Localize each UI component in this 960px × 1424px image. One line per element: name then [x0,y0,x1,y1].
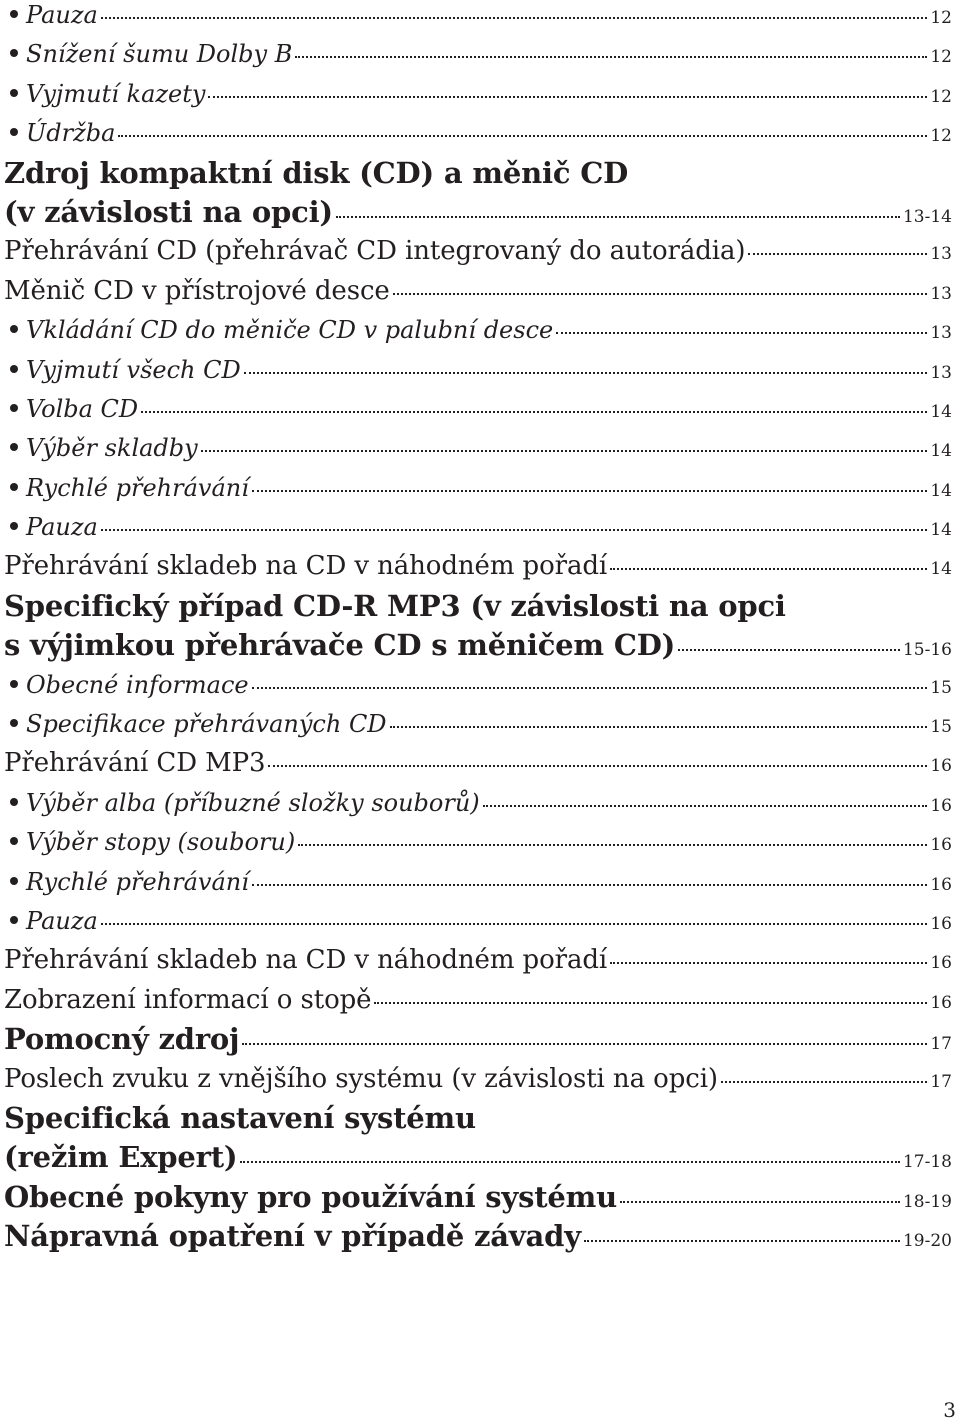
toc-entry[interactable] [4,941,952,980]
toc-entry-label: Obecné pokyny pro používání systému [4,1179,618,1214]
toc-entry[interactable] [4,863,952,902]
toc-entry-page: 17 [930,1071,952,1092]
toc-entry[interactable] [4,351,952,390]
toc-entry[interactable] [4,902,952,941]
toc-entry[interactable] [4,626,952,665]
toc-entry-page: 16 [930,756,952,777]
toc-entry-page: 12 [930,8,952,28]
bullet-icon [10,365,18,373]
toc-entry[interactable] [4,1217,952,1256]
toc-entry[interactable] [4,469,952,508]
toc-entry[interactable] [4,390,952,429]
bullet-icon [10,89,18,97]
toc-entry[interactable] [4,114,952,153]
toc-entry-page: 14 [930,480,952,501]
dot-leader [118,135,927,137]
bullet-icon [10,404,18,412]
dot-leader [374,1002,927,1004]
toc-entry-label: (režim Expert) [4,1140,238,1175]
toc-entry-page: 16 [930,913,952,934]
toc-entry[interactable] [4,75,952,114]
toc-entry-label: Přehrávání skladeb na CD v náhodném pořadí [4,551,608,582]
toc-entry[interactable] [4,587,952,626]
toc-entry-label: Rychlé přehrávání [26,473,249,502]
toc-entry[interactable] [4,784,952,823]
table-of-contents [4,0,952,1257]
toc-entry-page: 12 [930,126,952,147]
dot-leader [393,293,928,295]
toc-entry-page: 15 [930,717,952,738]
toc-entry[interactable] [4,311,952,350]
bullet-icon [10,325,18,333]
toc-entry-page: 17-18 [902,1152,952,1173]
toc-entry[interactable] [4,705,952,744]
dot-leader [298,844,927,846]
dot-leader [252,687,928,689]
toc-entry[interactable] [4,35,952,74]
toc-entry-label: Zobrazení informací o stopě [4,984,372,1015]
toc-entry-label: Údržba [26,119,116,148]
dot-leader [101,529,928,531]
toc-entry[interactable] [4,547,952,586]
toc-entry[interactable] [4,1138,952,1177]
bullet-icon [10,719,18,727]
dot-leader [584,1240,900,1242]
toc-entry-label: Vyjmutí kazety [26,79,206,108]
dot-leader [201,450,928,452]
toc-entry-label: Specifická nastavení systému [4,1100,476,1135]
toc-entry-label: Obecné informace [26,670,249,699]
toc-entry-label: Měnič CD v přístrojové desce [4,275,390,306]
toc-entry-page: 16 [930,795,952,816]
toc-entry[interactable] [4,981,952,1020]
bullet-icon [10,877,18,885]
toc-entry-label: Volba CD [26,394,139,423]
toc-entry-label: Specifický případ CD-R MP3 (v závislosti na opci [4,588,786,623]
dot-leader [101,923,928,925]
toc-entry-page: 13 [930,283,952,304]
dot-leader [252,884,927,886]
bullet-icon [10,522,18,530]
toc-entry[interactable] [4,193,952,232]
dot-leader [610,962,927,964]
toc-entry-label: Výběr skladby [26,434,198,463]
toc-entry[interactable] [4,1099,952,1138]
toc-entry-label: Přehrávání CD MP3 [4,748,266,779]
dot-leader [556,332,927,334]
toc-entry-page: 15-16 [902,640,952,661]
bullet-icon [10,483,18,491]
bullet-icon [10,680,18,688]
dot-leader [242,1043,927,1045]
toc-entry-label: Pomocný zdroj [4,1022,240,1057]
toc-entry-page: 13 [930,362,952,383]
dot-leader [748,253,927,255]
toc-entry-label: Poslech zvuku z vnějšího systému (v závislosti na opci) [4,1063,718,1094]
toc-entry[interactable] [4,744,952,783]
bullet-icon [10,49,18,57]
toc-entry-label: Pauza [26,1,98,29]
toc-entry[interactable] [4,0,952,35]
toc-entry[interactable] [4,508,952,547]
toc-entry-page: 19-20 [902,1231,952,1252]
toc-entry-page: 15 [930,677,952,698]
toc-entry-label: Vyjmutí všech CD [26,355,241,384]
page-number: 3 [943,1398,956,1422]
toc-entry[interactable] [4,154,952,193]
toc-entry-page: 16 [930,992,952,1013]
dot-leader [336,216,900,218]
bullet-icon [10,916,18,924]
dot-leader [268,765,927,767]
toc-entry-label: Vkládání CD do měniče CD v palubní desce [26,316,554,345]
dot-leader [295,56,927,58]
toc-entry-page: 16 [930,874,952,895]
toc-entry-page: 18-19 [902,1191,952,1212]
dot-leader [252,490,927,492]
dot-leader [721,1081,927,1083]
dot-leader [244,372,928,374]
dot-leader [141,411,927,413]
dot-leader [101,17,928,19]
toc-entry-label: s výjimkou přehrávače CD s měničem CD) [4,628,676,663]
toc-entry[interactable] [4,823,952,862]
toc-entry-label: Snížení šumu Dolby B [26,40,293,69]
toc-entry-label: Přehrávání CD (přehrávač CD integrovaný do autorádia) [4,236,746,267]
toc-entry-page: 16 [930,953,952,974]
toc-entry-label: Přehrávání skladeb na CD v náhodném pořadí [4,945,608,976]
toc-entry-label: Nápravná opatření v případě závady [4,1219,581,1254]
toc-entry-page: 17 [930,1034,952,1055]
toc-entry-page: 14 [930,441,952,462]
bullet-icon [10,837,18,845]
toc-entry-page: 13 [930,323,952,344]
toc-entry-page: 12 [930,86,952,107]
toc-entry[interactable] [4,666,952,705]
toc-entry[interactable] [4,1178,952,1217]
toc-entry-page: 13-14 [902,206,952,227]
toc-entry-label: (v závislosti na opci) [4,194,333,229]
toc-entry-page: 12 [930,47,952,68]
dot-leader [678,649,900,651]
dot-leader [483,805,928,807]
toc-entry-label: Výběr stopy (souboru) [26,828,296,857]
dot-leader [208,96,927,98]
bullet-icon [10,10,18,18]
dot-leader [610,568,927,570]
toc-entry-label: Zdroj kompaktní disk (CD) a měnič CD [4,155,629,190]
toc-entry-label: Výběr alba (příbuzné složky souborů) [26,788,480,817]
toc-entry-label: Rychlé přehrávání [26,867,249,896]
bullet-icon [10,128,18,136]
bullet-icon [10,798,18,806]
toc-entry[interactable] [4,429,952,468]
toc-entry[interactable] [4,232,952,271]
toc-entry-label: Pauza [26,906,98,935]
toc-entry-label: Specifikace přehrávaných CD [26,710,387,739]
toc-entry-page: 14 [930,401,952,422]
toc-entry-page: 13 [930,244,952,265]
toc-entry-page: 14 [930,559,952,580]
bullet-icon [10,443,18,451]
dot-leader [620,1201,900,1203]
dot-leader [240,1161,900,1163]
toc-entry-page: 14 [930,520,952,541]
toc-entry-label: Pauza [26,513,98,542]
toc-entry[interactable] [4,272,952,311]
toc-entry-page: 16 [930,835,952,856]
toc-entry[interactable] [4,1020,952,1059]
toc-entry[interactable] [4,1060,952,1099]
dot-leader [390,726,928,728]
